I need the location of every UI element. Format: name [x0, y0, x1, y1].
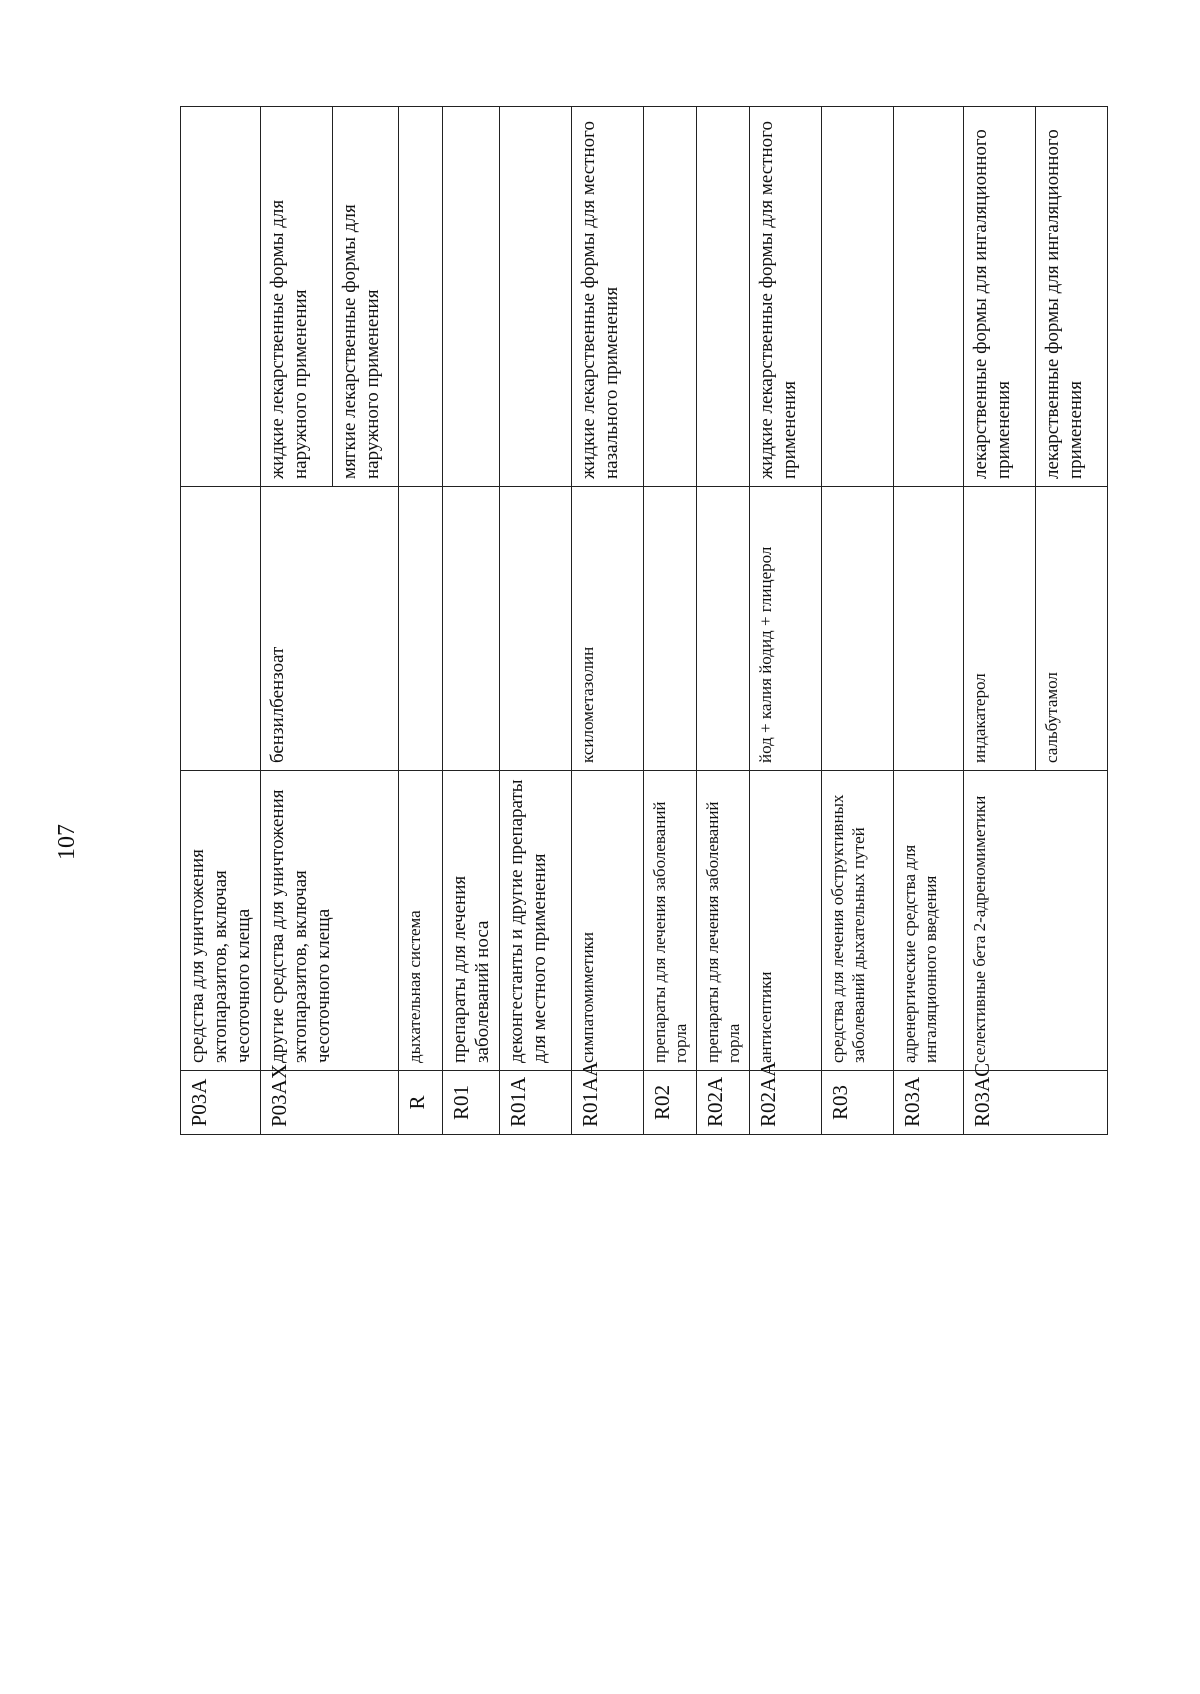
atc-code: P03AX: [261, 1071, 399, 1135]
dosage-form: [822, 107, 894, 487]
dosage-form: жидкие лекарственные формы для местного назального применения: [572, 107, 644, 487]
atc-code: P03A: [181, 1071, 261, 1135]
dosage-form: жидкие лекарственные формы для наружного применения: [261, 107, 333, 487]
group-name: другие средства для уничтожения эктопаразитов, включая чесоточного клеща: [261, 771, 399, 1071]
atc-code: R03: [822, 1071, 894, 1135]
table-row: [399, 107, 443, 1135]
atc-code: R02: [644, 1071, 697, 1135]
dosage-form: жидкие лекарственные формы для местного применения: [750, 107, 822, 487]
dosage-form: [894, 107, 964, 487]
dosage-form: [644, 107, 697, 487]
table-row: [261, 107, 333, 1135]
table-row: [181, 107, 261, 1135]
drug-name: [697, 487, 750, 771]
dosage-form: [399, 107, 443, 487]
group-name: средства для лечения обструктивных заболеваний дыхательных путей: [822, 771, 894, 1071]
table-row: [750, 107, 822, 1135]
atc-code: R01: [443, 1071, 500, 1135]
drug-name: [399, 487, 443, 771]
drug-name: йод + калия йодид + глицерол: [750, 487, 822, 771]
drug-name: [500, 487, 572, 771]
atc-code: R01AA: [572, 1071, 644, 1135]
table-row: [822, 107, 894, 1135]
table-row: [500, 107, 572, 1135]
group-name: дыхательная система: [399, 771, 443, 1071]
table-row: [572, 107, 644, 1135]
drug-name: [644, 487, 697, 771]
drug-name: сальбутамол: [1036, 487, 1108, 771]
atc-code: R03A: [894, 1071, 964, 1135]
group-name: препараты для лечения заболеваний горла: [644, 771, 697, 1071]
rotated-table-wrapper: [180, 107, 1140, 1135]
drug-name: ксилометазолин: [572, 487, 644, 771]
atc-code: R02A: [697, 1071, 750, 1135]
dosage-form: [500, 107, 572, 487]
page-number: 107: [54, 824, 80, 860]
group-name: антисептики: [750, 771, 822, 1071]
group-name: симпатомиметики: [572, 771, 644, 1071]
drug-name: бензилбензоат: [261, 487, 399, 771]
drug-name: [822, 487, 894, 771]
dosage-form: мягкие лекарственные формы для наружного применения: [333, 107, 399, 487]
table-row: [443, 107, 500, 1135]
group-name: препараты для лечения заболеваний носа: [443, 771, 500, 1071]
atc-code: R01A: [500, 1071, 572, 1135]
atc-code: R: [399, 1071, 443, 1135]
atc-code: R03AC: [964, 1071, 1108, 1135]
table-row: [894, 107, 964, 1135]
table-row: [964, 107, 1036, 1135]
drug-name: индакатерол: [964, 487, 1036, 771]
dosage-form: [697, 107, 750, 487]
group-name: адренергические средства для ингаляционного введения: [894, 771, 964, 1071]
atc-code: R02AA: [750, 1071, 822, 1135]
drug-name: [443, 487, 500, 771]
group-name: средства для уничтожения эктопаразитов, включая чесоточного клеща: [181, 771, 261, 1071]
table-row: [697, 107, 750, 1135]
medicines-table: [180, 106, 1108, 1135]
group-name: деконгестанты и другие препараты для местного применения: [500, 771, 572, 1071]
drug-name: [181, 487, 261, 771]
dosage-form: лекарственные формы для ингаляционного применения: [964, 107, 1036, 487]
group-name: селективные бета 2-адреномиметики: [964, 771, 1108, 1071]
dosage-form: [181, 107, 261, 487]
table-row: [644, 107, 697, 1135]
dosage-form: лекарственные формы для ингаляционного применения: [1036, 107, 1108, 487]
group-name: препараты для лечения заболеваний горла: [697, 771, 750, 1071]
dosage-form: [443, 107, 500, 487]
drug-name: [894, 487, 964, 771]
